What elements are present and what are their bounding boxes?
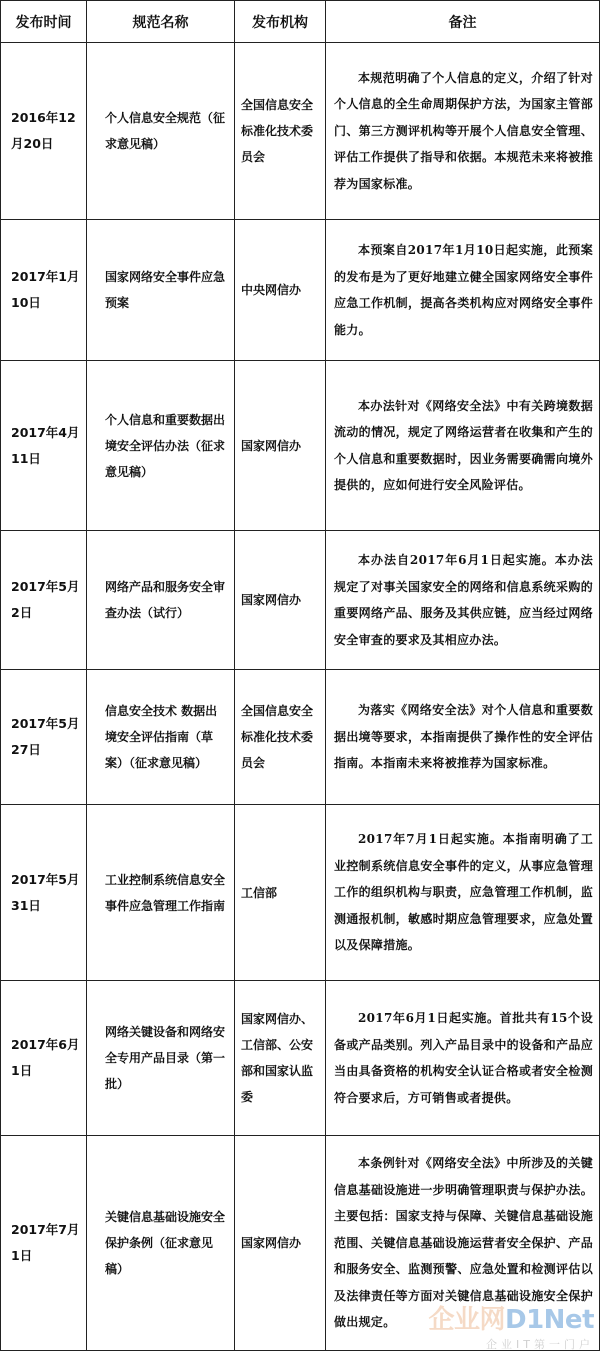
- cell-note: 本条例针对《网络安全法》中所涉及的关键信息基础设施进一步明确管理职责与保护办法。主要包括：国家支持与保障、关键信息基础设施范围、关键信息基础设施运营者安全保护、产品和服务安全、监测预警、应急处置和检测评估以及法律责任等方面对关键信息基础设施安全保护做出规定。: [326, 1136, 600, 1351]
- table-row: [1, 43, 600, 220]
- cell-date: 2017年1月10日: [1, 220, 87, 361]
- table-row: [1, 981, 600, 1136]
- header-date: 发布时间: [1, 1, 87, 43]
- watermark-brand: D1Net: [505, 1305, 594, 1335]
- watermark-main-text: 企业网: [428, 1305, 505, 1335]
- cell-name: 国家网络安全事件应急预案: [87, 220, 235, 361]
- cell-note: 本规范明确了个人信息的定义，介绍了针对个人信息的全生命周期保护方法，为国家主管部门、第三方测评机构等开展个人信息安全管理、评估工作提供了指导和依据。本规范未来将被推荐为国家标准。: [326, 43, 600, 220]
- cell-date: 2016年12月20日: [1, 43, 87, 220]
- cell-name: 信息安全技术 数据出境安全评估指南（草案）（征求意见稿）: [87, 670, 235, 805]
- cell-note: 本预案自2017年1月10日起实施，此预案的发布是为了更好地建立健全国家网络安全事件应急工作机制，提高各类机构应对网络安全事件能力。: [326, 220, 600, 361]
- table-row: [1, 531, 600, 670]
- cell-date: 2017年4月11日: [1, 361, 87, 531]
- watermark-logo: [428, 1299, 594, 1336]
- cell-date: 2017年5月27日: [1, 670, 87, 805]
- header-name: 规范名称: [87, 1, 235, 43]
- cell-name: 网络产品和服务安全审查办法（试行）: [87, 531, 235, 670]
- cell-note: 2017年6月1日起实施。首批共有15个设备或产品类别。列入产品目录中的设备和产品应当由具备资格的机构安全认证合格或者安全检测符合要求后，方可销售或者提供。: [326, 981, 600, 1136]
- table-row: [1, 670, 600, 805]
- watermark: [428, 1299, 594, 1352]
- cell-note: 本办法自2017年6月1日起实施。本办法规定了对事关国家安全的网络和信息系统采购的重要网络产品、服务及其供应链，应当经过网络安全审查的要求及其相应办法。: [326, 531, 600, 670]
- table-row: [1, 220, 600, 361]
- cell-note: 2017年7月1日起实施。本指南明确了工业控制系统信息安全事件的定义，从事应急管理工作的组织机构与职责，应急管理工作机制，监测通报机制，敏感时期应急管理要求，应急处置以及保障措施。: [326, 805, 600, 981]
- cell-org: 全国信息安全标准化技术委员会: [235, 43, 326, 220]
- cell-name: 关键信息基础设施安全保护条例（征求意见稿）: [87, 1136, 235, 1351]
- cell-name: 个人信息安全规范（征求意见稿）: [87, 43, 235, 220]
- cell-org: 中央网信办: [235, 220, 326, 361]
- cell-org: 国家网信办、工信部、公安部和国家认监委: [235, 981, 326, 1136]
- table-row: [1, 805, 600, 981]
- cell-date: 2017年6月1日: [1, 981, 87, 1136]
- cell-name: 个人信息和重要数据出境安全评估办法（征求意见稿）: [87, 361, 235, 531]
- cell-note: 为落实《网络安全法》对个人信息和重要数据出境等要求，本指南提供了操作性的安全评估指南。本指南未来将被推荐为国家标准。: [326, 670, 600, 805]
- header-row: [1, 1, 600, 43]
- watermark-subtitle: 企业IT第一门户: [486, 1338, 594, 1351]
- cell-name: 工业控制系统信息安全事件应急管理工作指南: [87, 805, 235, 981]
- cell-date: 2017年5月31日: [1, 805, 87, 981]
- cell-org: 国家网信办: [235, 361, 326, 531]
- cell-name: 网络关键设备和网络安全专用产品目录（第一批）: [87, 981, 235, 1136]
- cell-org: 国家网信办: [235, 1136, 326, 1351]
- cell-date: 2017年7月1日: [1, 1136, 87, 1351]
- header-org: 发布机构: [235, 1, 326, 43]
- cell-date: 2017年5月2日: [1, 531, 87, 670]
- cell-org: 工信部: [235, 805, 326, 981]
- header-note: 备注: [326, 1, 600, 43]
- cell-org: 全国信息安全标准化技术委员会: [235, 670, 326, 805]
- cell-note: 本办法针对《网络安全法》中有关跨境数据流动的情况，规定了网络运营者在收集和产生的个人信息和重要数据时，因业务需要确需向境外提供的，应如何进行安全风险评估。: [326, 361, 600, 531]
- table-row: [1, 361, 600, 531]
- cell-org: 国家网信办: [235, 531, 326, 670]
